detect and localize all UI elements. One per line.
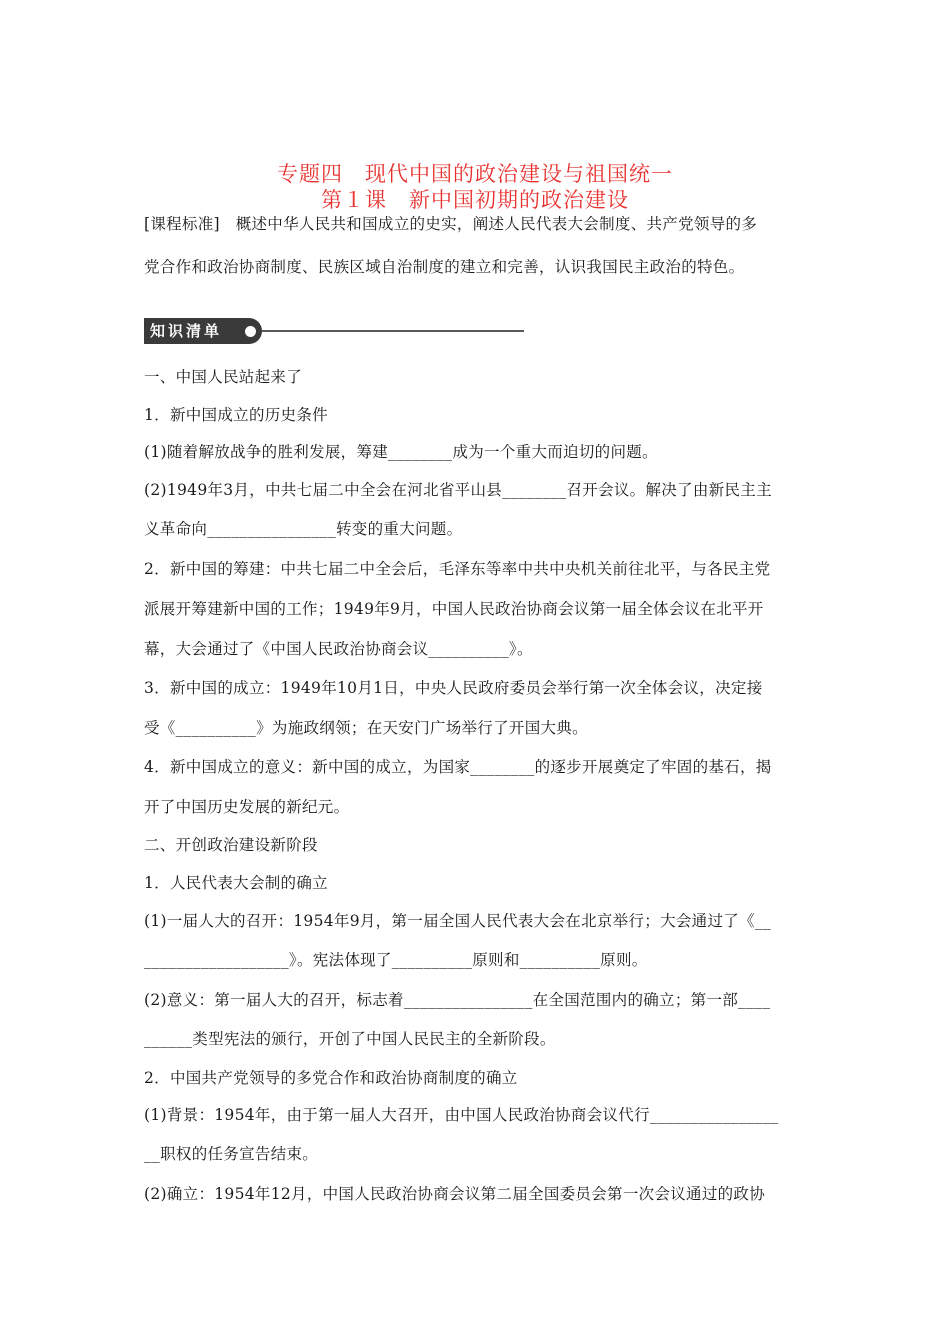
content-line: (1)随着解放战争的胜利发展，筹建________成为一个重大而迫切的问题。 bbox=[144, 443, 658, 461]
content-line: 开了中国历史发展的新纪元。 bbox=[144, 798, 350, 816]
content-line: ______类型宪法的颁行，开创了中国人民民主的全新阶段。 bbox=[144, 1030, 556, 1048]
content-line: (1)一届人大的召开：1954年9月，第一届全国人民代表大会在北京举行；大会通过了《__ bbox=[144, 912, 771, 930]
content-line: 1．人民代表大会制的确立 bbox=[144, 874, 328, 892]
content-line: 二、开创政治建设新阶段 bbox=[144, 836, 318, 854]
lesson-title: 第１课 新中国初期的政治建设 bbox=[321, 188, 629, 212]
content-line: 派展开筹建新中国的工作；1949年9月，中国人民政治协商会议第一届全体会议在北平开 bbox=[144, 600, 764, 618]
bullet-dot-icon bbox=[245, 326, 256, 337]
content-line: (1)背景：1954年，由于第一届人大召开，由中国人民政治协商会议代行________________ bbox=[144, 1106, 779, 1124]
content-line: __________________》。宪法体现了__________原则和__________原则。 bbox=[144, 951, 648, 969]
content-line: (2)1949年3月，中共七届二中全会在河北省平山县________召开会议。解决了由新民主主 bbox=[144, 481, 772, 499]
content-line: 一、中国人民站起来了 bbox=[144, 368, 303, 386]
content-line: (2)意义：第一届人大的召开，标志着________________在全国范围内的确立；第一部____ bbox=[144, 991, 771, 1009]
content-line: 受《__________》为施政纲领；在天安门广场举行了开国大典。 bbox=[144, 719, 588, 737]
section-header-knowledge-list bbox=[144, 318, 534, 344]
curriculum-standard-line-2: 党合作和政治协商制度、民族区域自治制度的建立和完善，认识我国民主政治的特色。 bbox=[144, 258, 745, 276]
section-badge: 知识清单 bbox=[144, 318, 262, 344]
content-line: 义革命向________________转变的重大问题。 bbox=[144, 520, 463, 538]
topic-title: 专题四 现代中国的政治建设与祖国统一 bbox=[277, 162, 673, 186]
curriculum-standard-line-1: [课程标准] 概述中华人民共和国成立的史实，阐述人民代表大会制度、共产党领导的多 bbox=[144, 215, 758, 233]
content-line: 幕，大会通过了《中国人民政治协商会议__________》。 bbox=[144, 640, 533, 658]
content-line: 2．中国共产党领导的多党合作和政治协商制度的确立 bbox=[144, 1069, 518, 1087]
content-line: 1．新中国成立的历史条件 bbox=[144, 406, 328, 424]
content-line: 2．新中国的筹建：中共七届二中全会后，毛泽东等率中共中央机关前往北平，与各民主党 bbox=[144, 560, 771, 578]
section-divider bbox=[262, 330, 524, 332]
content-line: 3．新中国的成立：1949年10月1日，中央人民政府委员会举行第一次全体会议，决定接 bbox=[144, 679, 763, 697]
content-line: 4．新中国成立的意义：新中国的成立，为国家________的逐步开展奠定了牢固的基石，揭 bbox=[144, 758, 772, 776]
content-line: __职权的任务宣告结束。 bbox=[144, 1145, 319, 1163]
content-line: (2)确立：1954年12月，中国人民政治协商会议第二届全国委员会第一次会议通过的政协 bbox=[144, 1185, 766, 1203]
